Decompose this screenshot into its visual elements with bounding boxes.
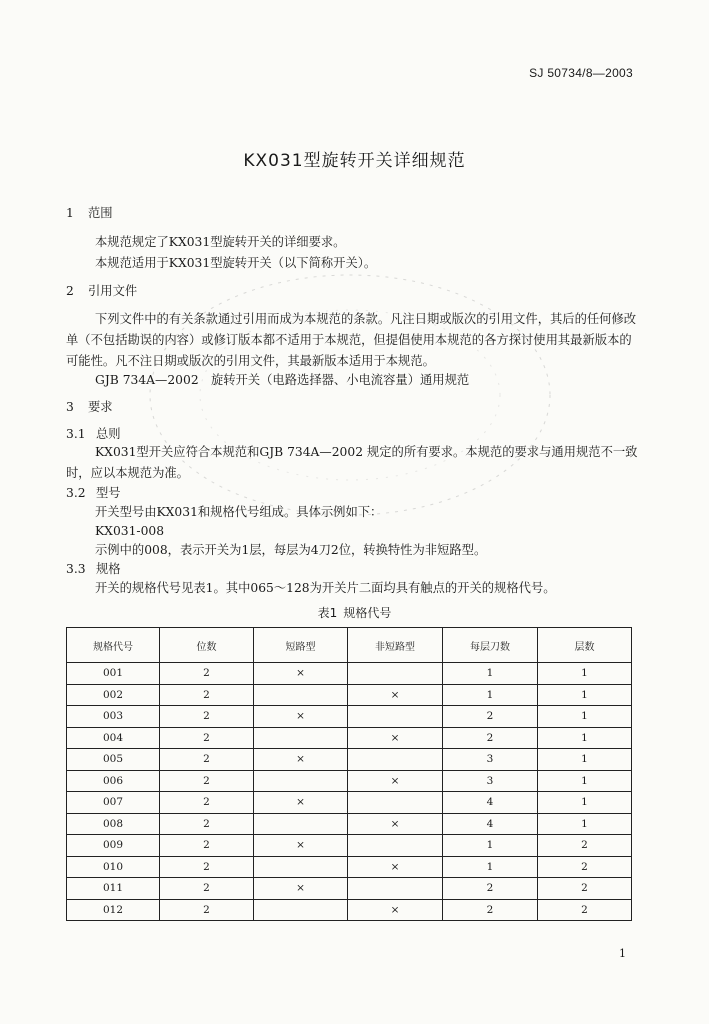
- cell-spec-code: 003: [67, 706, 160, 728]
- cell-shorting: ×: [254, 878, 348, 900]
- cell-positions: 2: [160, 813, 254, 835]
- cell-non-shorting: ×: [348, 813, 443, 835]
- cell-poles-per-deck: 3: [443, 749, 538, 771]
- cell-decks: 2: [538, 899, 632, 921]
- table-row: [67, 899, 632, 921]
- cell-poles-per-deck: 4: [443, 792, 538, 814]
- cell-shorting: [254, 856, 348, 878]
- cell-shorting: [254, 899, 348, 921]
- table-header-row: [67, 628, 632, 663]
- table-body: [67, 663, 632, 921]
- cell-non-shorting: [348, 663, 443, 685]
- table-row: [67, 663, 632, 685]
- cell-poles-per-deck: 3: [443, 770, 538, 792]
- table-row: [67, 770, 632, 792]
- section-number: 3.3: [66, 562, 86, 576]
- cell-poles-per-deck: 4: [443, 813, 538, 835]
- table-row: [67, 835, 632, 857]
- section-title: 范围: [88, 206, 113, 220]
- section-number: 3.1: [66, 427, 86, 441]
- table-row: [67, 684, 632, 706]
- cell-spec-code: 011: [67, 878, 160, 900]
- table-caption: [0, 603, 709, 623]
- cell-poles-per-deck: 1: [443, 663, 538, 685]
- cell-shorting: ×: [254, 835, 348, 857]
- section-3-2-example: KX031-008: [95, 524, 165, 538]
- cell-shorting: [254, 813, 348, 835]
- cell-decks: 1: [538, 684, 632, 706]
- cell-positions: 2: [160, 727, 254, 749]
- cell-positions: 2: [160, 706, 254, 728]
- cell-shorting: ×: [254, 749, 348, 771]
- cell-positions: 2: [160, 899, 254, 921]
- section-2-paragraph-1: 下列文件中的有关条款通过引用而成为本规范的条款。凡注日期或版次的引用文件，其后的任何修改单（不包括勘误的内容）或修订版本都不适用于本规范，但提倡使用本规范的各方探讨使用其最新版本的可能性。凡不注日期或版次的引用文件，其最新版本适用于本规范。: [66, 312, 637, 368]
- section-number: 1: [66, 206, 74, 220]
- cell-shorting: ×: [254, 706, 348, 728]
- cell-positions: 2: [160, 835, 254, 857]
- cell-spec-code: 006: [67, 770, 160, 792]
- cell-poles-per-deck: 2: [443, 727, 538, 749]
- cell-shorting: [254, 727, 348, 749]
- section-title: 规格: [96, 562, 121, 576]
- column-header-spec-code: 规格代号: [67, 628, 160, 663]
- table-row: [67, 813, 632, 835]
- section-number: 3: [66, 400, 74, 414]
- cell-decks: 1: [538, 770, 632, 792]
- cell-decks: 2: [538, 835, 632, 857]
- table-row: [67, 792, 632, 814]
- column-header-shorting: 短路型: [254, 628, 348, 663]
- cell-decks: 1: [538, 706, 632, 728]
- cell-poles-per-deck: 2: [443, 899, 538, 921]
- cell-shorting: ×: [254, 792, 348, 814]
- cell-decks: 1: [538, 813, 632, 835]
- cell-decks: 1: [538, 727, 632, 749]
- cell-shorting: [254, 770, 348, 792]
- section-3-2-paragraph-2: 示例中的008，表示开关为1层，每层为4刀2位，转换特性为非短路型。: [95, 543, 487, 557]
- section-3-2-heading: [66, 483, 121, 503]
- section-3-1-paragraph: KX031型开关应符合本规范和GJB 734A—2002 规定的所有要求。本规范的要求与通用规范不一致时，应以本规范为准。: [66, 445, 638, 480]
- section-3-heading: [66, 397, 113, 417]
- cell-poles-per-deck: 1: [443, 835, 538, 857]
- cell-decks: 1: [538, 663, 632, 685]
- cell-spec-code: 001: [67, 663, 160, 685]
- cell-shorting: [254, 684, 348, 706]
- cell-non-shorting: [348, 706, 443, 728]
- section-title: 型号: [96, 486, 121, 500]
- cell-positions: 2: [160, 878, 254, 900]
- section-3-1-heading: [66, 424, 121, 444]
- column-header-positions: 位数: [160, 628, 254, 663]
- column-header-poles-per-deck: 每层刀数: [443, 628, 538, 663]
- cell-non-shorting: [348, 749, 443, 771]
- standard-number: SJ 50734/8—2003: [529, 66, 633, 80]
- page-title: KX031型旋转开关详细规范: [243, 151, 466, 171]
- section-title: 引用文件: [88, 284, 138, 298]
- cell-decks: 1: [538, 792, 632, 814]
- section-2-heading: [66, 281, 137, 301]
- table-row: [67, 706, 632, 728]
- cell-spec-code: 002: [67, 684, 160, 706]
- cell-spec-code: 008: [67, 813, 160, 835]
- cell-positions: 2: [160, 663, 254, 685]
- section-3-2-paragraph-1: 开关型号由KX031和规格代号组成。具体示例如下：: [95, 505, 383, 519]
- cell-positions: 2: [160, 749, 254, 771]
- cell-non-shorting: [348, 792, 443, 814]
- cell-positions: 2: [160, 684, 254, 706]
- cell-poles-per-deck: 2: [443, 878, 538, 900]
- cell-non-shorting: [348, 835, 443, 857]
- section-title: 要求: [88, 400, 113, 414]
- cell-spec-code: 007: [67, 792, 160, 814]
- table-row: [67, 727, 632, 749]
- section-1-heading: [66, 203, 113, 223]
- faint-stamp-mark: [140, 265, 560, 525]
- cell-non-shorting: ×: [348, 727, 443, 749]
- section-number: 3.2: [66, 486, 86, 500]
- section-1-paragraph-2: 本规范适用于KX031型旋转开关（以下简称开关）。: [95, 256, 377, 270]
- cell-spec-code: 004: [67, 727, 160, 749]
- column-header-non-shorting: 非短路型: [348, 628, 443, 663]
- cell-shorting: ×: [254, 663, 348, 685]
- cell-spec-code: 012: [67, 899, 160, 921]
- cell-non-shorting: ×: [348, 684, 443, 706]
- section-number: 2: [66, 284, 74, 298]
- cell-positions: 2: [160, 856, 254, 878]
- cell-non-shorting: ×: [348, 856, 443, 878]
- section-2-reference: GJB 734A—2002 旋转开关（电路选择器、小电流容量）通用规范: [95, 373, 470, 387]
- cell-non-shorting: [348, 878, 443, 900]
- spec-code-table: [66, 627, 632, 921]
- section-title: 总则: [96, 427, 121, 441]
- cell-poles-per-deck: 1: [443, 856, 538, 878]
- table-row: [67, 749, 632, 771]
- cell-poles-per-deck: 2: [443, 706, 538, 728]
- table-row: [67, 878, 632, 900]
- table-caption-title: 规格代号: [343, 606, 392, 620]
- section-3-3-heading: [66, 559, 121, 579]
- cell-spec-code: 005: [67, 749, 160, 771]
- cell-positions: 2: [160, 792, 254, 814]
- cell-spec-code: 009: [67, 835, 160, 857]
- table-caption-number: 表1: [317, 606, 338, 620]
- section-3-3-paragraph: 开关的规格代号见表1。其中065～128为开关片二面均具有触点的开关的规格代号。: [95, 581, 556, 595]
- cell-non-shorting: ×: [348, 770, 443, 792]
- section-1-paragraph-1: 本规范规定了KX031型旋转开关的详细要求。: [95, 235, 346, 249]
- cell-decks: 2: [538, 878, 632, 900]
- column-header-decks: 层数: [538, 628, 632, 663]
- cell-spec-code: 010: [67, 856, 160, 878]
- table-row: [67, 856, 632, 878]
- cell-decks: 2: [538, 856, 632, 878]
- cell-decks: 1: [538, 749, 632, 771]
- cell-non-shorting: ×: [348, 899, 443, 921]
- cell-positions: 2: [160, 770, 254, 792]
- cell-poles-per-deck: 1: [443, 684, 538, 706]
- page-number: 1: [619, 947, 626, 960]
